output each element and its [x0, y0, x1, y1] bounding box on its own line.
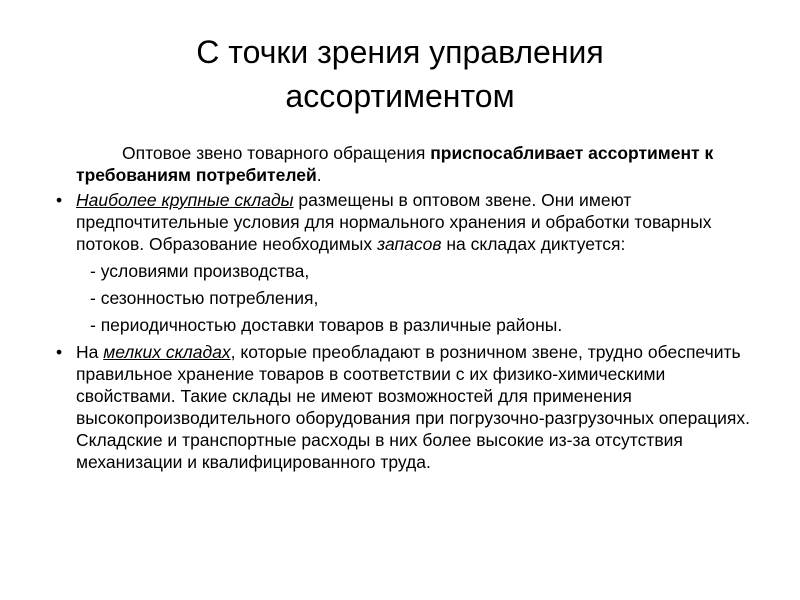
bullet2-text: , которые преобладают в розничном звене, трудно обеспечить правильное хранение товаров в соответствии с их физико-химическими свойствами. Такие склады не имеют возможностей для применения высокопроизводительного оборудования при погрузочно-разгрузочных операциях. Складские и транспортные расходы в них более высокие из-за отсутствия механизации и квалифицированного труда. — [76, 342, 750, 472]
sub-item-production: - условиями производства, — [90, 261, 310, 281]
intro-end: . — [316, 165, 322, 185]
bullet-small-warehouses — [52, 341, 752, 473]
small-warehouses-emphasis: мелких складах — [103, 342, 231, 362]
sub-item-delivery: - периодичностью доставки товаров в различные районы. — [90, 315, 563, 335]
slide-body — [52, 142, 752, 473]
sub-item-seasonality: - сезонностью потребления, — [90, 288, 319, 308]
stocks-emphasis: запасов — [377, 234, 442, 254]
bullet1-text-2: на складах диктуется: — [441, 234, 626, 254]
intro-paragraph — [52, 142, 752, 186]
large-warehouses-emphasis: Наиболее крупные склады — [76, 190, 294, 210]
bullet-large-warehouses — [52, 189, 752, 255]
title-line-2: ассортиментом — [285, 78, 515, 114]
intro-bold-text: приспосабливает ассортимент к требованиям потребителей — [76, 143, 714, 185]
bullet-marker: • — [56, 190, 63, 210]
bullet1-text-1: размещены в оптовом звене. Они имеют предпочтительные условия для нормального хранения и обработки товарных потоков. Образование необходимых — [76, 190, 712, 254]
bullet2-prefix: На — [76, 342, 104, 362]
title-line-1: С точки зрения управления — [196, 34, 604, 70]
bullet-marker: • — [56, 342, 63, 362]
intro-text: Оптовое звено товарного обращения — [122, 143, 431, 163]
slide-title — [60, 30, 740, 118]
